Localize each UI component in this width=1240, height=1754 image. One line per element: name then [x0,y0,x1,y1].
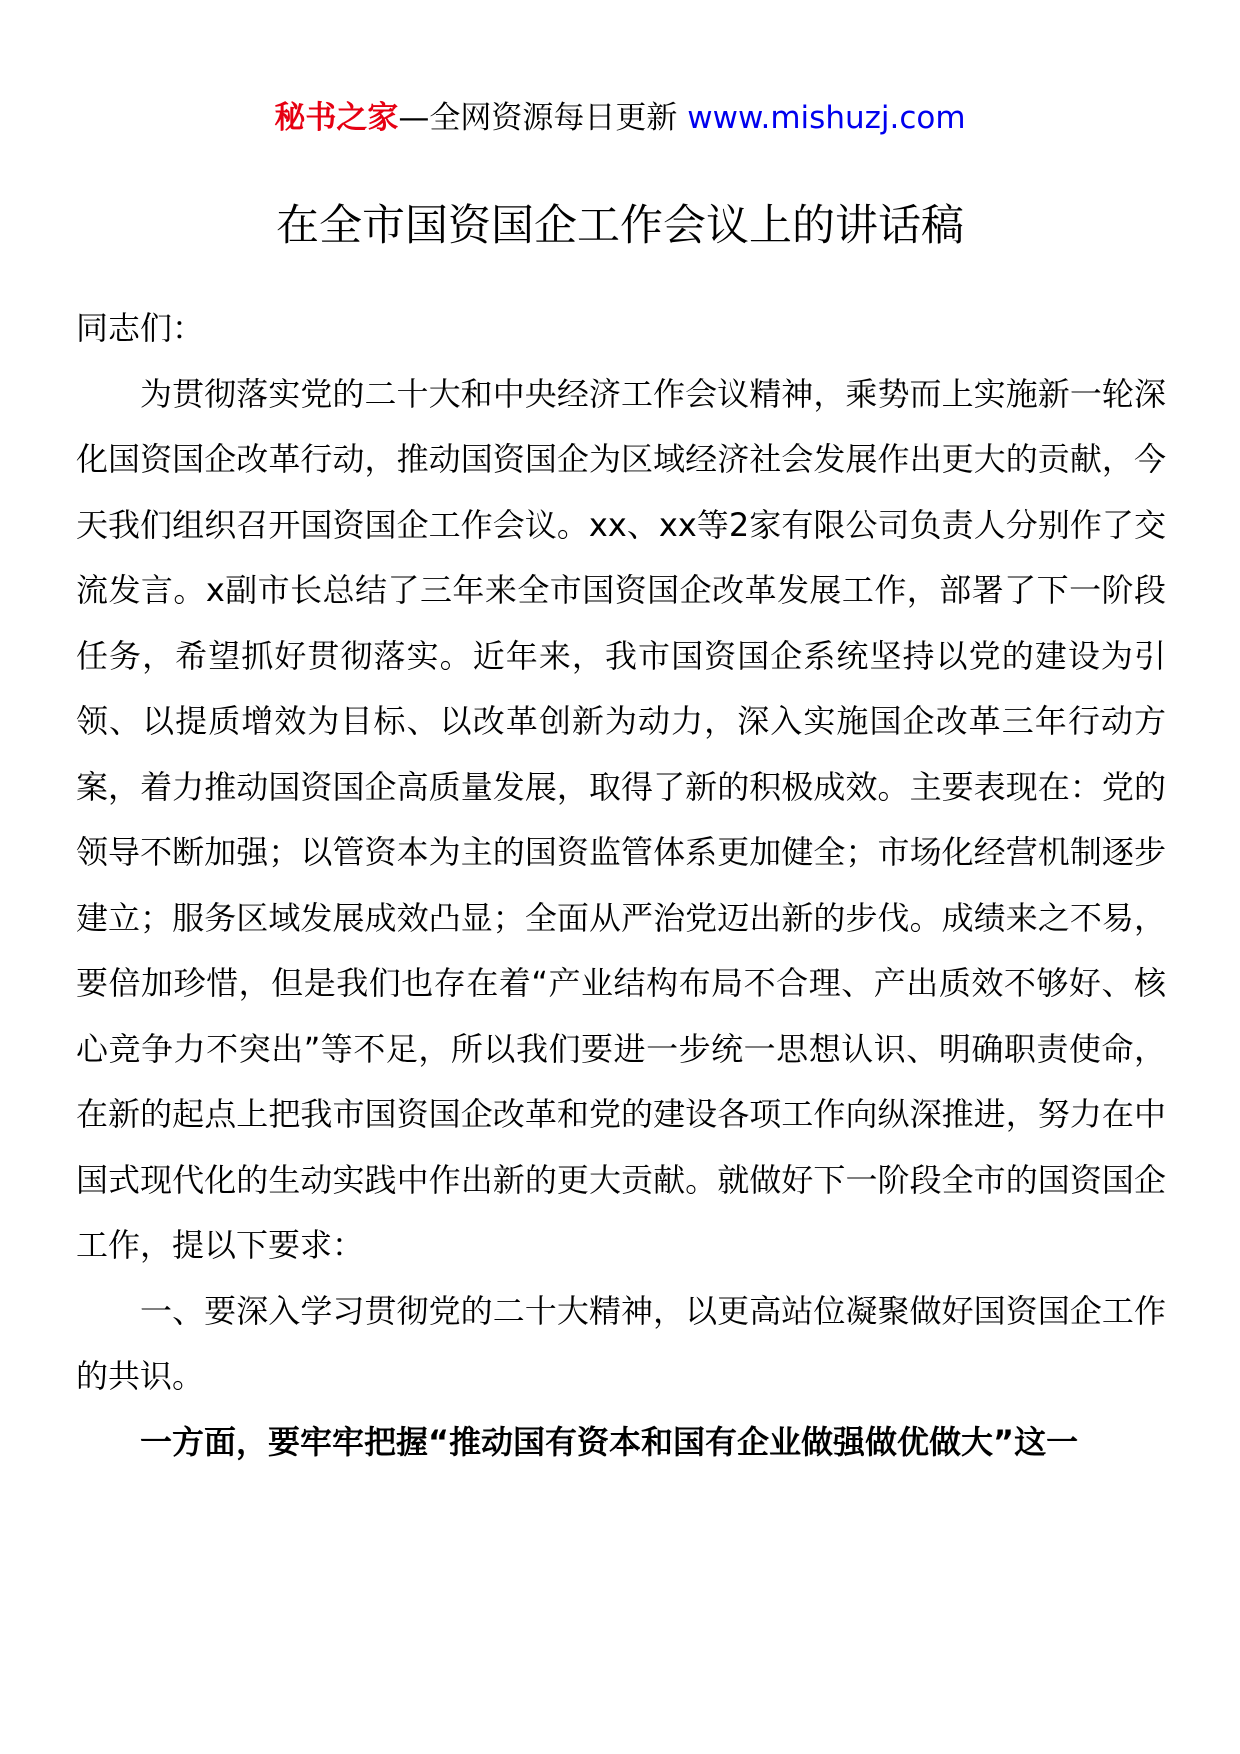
paragraph-intro: 为贯彻落实党的二十大和中央经济工作会议精神，乘势而上实施新一轮深化国资国企改革行动，推动国资国企为区域经济社会发展作出更大的贡献，今天我们组织召开国资国企工作会议。xx、xx等2家有限公司负责人分别作了交流发言。x副市长总结了三年来全市国资国企改革发展工作，部署了下一阶段任务，希望抓好贯彻落实。近年来，我市国资国企系统坚持以党的建设为引领、以提质增效为目标、以改革创新为动力，深入实施国企改革三年行动方案，着力推动国资国企高质量发展，取得了新的积极成效。主要表现在：党的领导不断加强；以管资本为主的国资监管体系更加健全；市场化经营机制逐步建立；服务区域发展成效凸显；全面从严治党迈出新的步伐。成绩来之不易，要倍加珍惜，但是我们也存在着“产业结构布局不合理、产出质效不够好、核心竞争力不突出”等不足，所以我们要进一步统一思想认识、明确职责使命，在新的起点上把我市国资国企改革和党的建设各项工作向纵深推进，努力在中国式现代化的生动实践中作出新的更大贡献。就做好下一阶段全市的国资国企工作，提以下要求： [76,374,1166,1264]
site-url-link[interactable]: www.mishuzj.com [687,100,966,136]
paragraph-section-one-heading: 一、要深入学习贯彻党的二十大精神，以更高站位凝聚做好国资国企工作的共识。 [76,1291,1166,1395]
salutation: 同志们： [76,309,205,347]
document-body [76,296,1166,1475]
paragraph-bold-point: 一方面，要牢牢把握“推动国有资本和国有企业做强做优做大”这一 [140,1422,1079,1461]
header-tagline: —全网资源每日更新 [398,100,688,136]
document-title: 在全市国资国企工作会议上的讲话稿 [276,201,964,251]
brand-name: 秘书之家 [274,100,399,136]
site-header [0,96,1240,140]
